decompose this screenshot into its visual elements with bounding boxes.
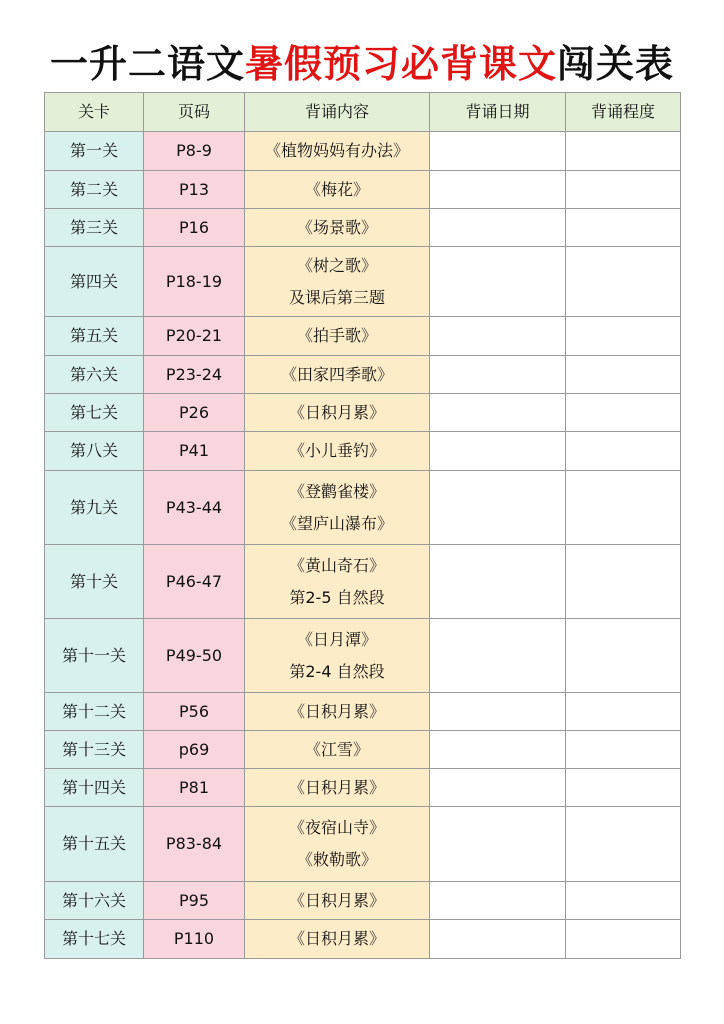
date-cell[interactable] <box>430 432 566 471</box>
content-cell <box>245 209 430 247</box>
content-cell <box>245 247 430 317</box>
title-suffix: 闯关表 <box>557 41 675 86</box>
stage-cell: 第三关 <box>45 209 144 247</box>
table-header-row <box>45 93 681 132</box>
content-cell <box>245 471 430 545</box>
page-cell: P13 <box>144 171 245 209</box>
header-stage: 关卡 <box>45 93 144 132</box>
progress-cell[interactable] <box>566 882 681 920</box>
stage-cell: 第五关 <box>45 317 144 356</box>
content-cell <box>245 356 430 394</box>
page-cell: P18-19 <box>144 247 245 317</box>
date-cell[interactable] <box>430 693 566 731</box>
progress-cell[interactable] <box>566 356 681 394</box>
table-row <box>45 209 681 247</box>
content-line: 第2-4 自然段 <box>289 661 385 681</box>
content-cell <box>245 545 430 619</box>
content-line: 《日积月累》 <box>288 929 385 948</box>
progress-cell[interactable] <box>566 769 681 807</box>
table-row <box>45 731 681 769</box>
content-cell <box>245 693 430 731</box>
content-line: 《田家四季歌》 <box>280 364 393 384</box>
date-cell[interactable] <box>430 769 566 807</box>
content-line: 《梅花》 <box>304 179 369 199</box>
progress-cell[interactable] <box>566 317 681 356</box>
stage-cell: 第六关 <box>45 356 144 394</box>
table-row <box>45 171 681 209</box>
progress-cell[interactable] <box>566 619 681 693</box>
title-highlight: 暑假预习必背课文 <box>244 41 557 86</box>
content-line: 《日积月累》 <box>288 701 385 721</box>
date-cell[interactable] <box>430 247 566 317</box>
page-cell: p69 <box>144 731 245 769</box>
page-cell: P56 <box>144 693 245 731</box>
header-content: 背诵内容 <box>245 93 430 132</box>
page-cell: P41 <box>144 432 245 471</box>
title-prefix: 一升二语文 <box>49 41 245 86</box>
stage-cell: 第十七关 <box>45 920 144 959</box>
page-cell: P8-9 <box>144 132 245 171</box>
stage-cell: 第二关 <box>45 171 144 209</box>
content-line: 《登鹳雀楼》 <box>288 481 385 501</box>
page-title <box>0 40 724 88</box>
date-cell[interactable] <box>430 471 566 545</box>
page-cell: P46-47 <box>144 545 245 619</box>
content-line: 《小儿垂钓》 <box>288 441 385 460</box>
date-cell[interactable] <box>430 807 566 882</box>
progress-cell[interactable] <box>566 247 681 317</box>
date-cell[interactable] <box>430 317 566 356</box>
page-cell: P16 <box>144 209 245 247</box>
content-line: 《树之歌》 <box>296 255 377 275</box>
table-row <box>45 882 681 920</box>
content-line: 《江雪》 <box>304 739 369 759</box>
content-cell <box>245 769 430 807</box>
table-row <box>45 920 681 959</box>
content-cell <box>245 394 430 432</box>
table-row <box>45 317 681 356</box>
header-date: 背诵日期 <box>430 93 566 132</box>
table-row <box>45 769 681 807</box>
content-cell <box>245 132 430 171</box>
content-line: 《望庐山瀑布》 <box>280 513 393 533</box>
content-line: 《夜宿山寺》 <box>288 818 385 837</box>
date-cell[interactable] <box>430 545 566 619</box>
header-page: 页码 <box>144 93 245 132</box>
table-row <box>45 132 681 171</box>
stage-cell: 第十三关 <box>45 731 144 769</box>
progress-cell[interactable] <box>566 545 681 619</box>
page-cell: P81 <box>144 769 245 807</box>
table-row <box>45 471 681 545</box>
stage-cell: 第十关 <box>45 545 144 619</box>
stage-cell: 第十一关 <box>45 619 144 693</box>
content-line: 《日积月累》 <box>288 890 385 910</box>
content-cell <box>245 807 430 882</box>
page-cell: P43-44 <box>144 471 245 545</box>
recitation-table <box>44 92 681 959</box>
table-row <box>45 247 681 317</box>
progress-cell[interactable] <box>566 807 681 882</box>
date-cell[interactable] <box>430 882 566 920</box>
content-cell <box>245 432 430 471</box>
page-cell: P23-24 <box>144 356 245 394</box>
progress-cell[interactable] <box>566 471 681 545</box>
content-line: 《植物妈妈有办法》 <box>264 141 409 160</box>
content-cell <box>245 920 430 959</box>
table-row <box>45 619 681 693</box>
content-line: 《黄山奇石》 <box>288 555 385 575</box>
content-line: 《敕勒歌》 <box>296 850 377 869</box>
content-line: 《日积月累》 <box>288 402 385 422</box>
content-line: 《日月潭》 <box>296 629 377 649</box>
content-cell <box>245 619 430 693</box>
content-cell <box>245 171 430 209</box>
date-cell[interactable] <box>430 619 566 693</box>
stage-cell: 第八关 <box>45 432 144 471</box>
progress-cell[interactable] <box>566 394 681 432</box>
content-cell <box>245 882 430 920</box>
date-cell[interactable] <box>430 132 566 171</box>
content-line: 《场景歌》 <box>296 217 377 237</box>
table-row <box>45 432 681 471</box>
content-cell <box>245 731 430 769</box>
table-row <box>45 693 681 731</box>
date-cell[interactable] <box>430 394 566 432</box>
progress-cell[interactable] <box>566 132 681 171</box>
table-row <box>45 545 681 619</box>
page-cell: P83-84 <box>144 807 245 882</box>
progress-cell[interactable] <box>566 920 681 959</box>
date-cell[interactable] <box>430 356 566 394</box>
table-body <box>45 132 681 959</box>
stage-cell: 第十四关 <box>45 769 144 807</box>
stage-cell: 第一关 <box>45 132 144 171</box>
page-cell: P20-21 <box>144 317 245 356</box>
content-line: 《拍手歌》 <box>296 326 377 345</box>
table-row <box>45 356 681 394</box>
page-cell: P95 <box>144 882 245 920</box>
page-cell: P49-50 <box>144 619 245 693</box>
page-cell: P110 <box>144 920 245 959</box>
table-row <box>45 807 681 882</box>
content-cell <box>245 317 430 356</box>
table-row <box>45 394 681 432</box>
progress-cell[interactable] <box>566 209 681 247</box>
stage-cell: 第七关 <box>45 394 144 432</box>
progress-cell[interactable] <box>566 171 681 209</box>
content-line: 及课后第三题 <box>288 287 385 307</box>
content-line: 第2-5 自然段 <box>289 587 385 607</box>
header-progress: 背诵程度 <box>566 93 681 132</box>
date-cell[interactable] <box>430 171 566 209</box>
date-cell[interactable] <box>430 209 566 247</box>
stage-cell: 第十六关 <box>45 882 144 920</box>
progress-cell[interactable] <box>566 731 681 769</box>
stage-cell: 第九关 <box>45 471 144 545</box>
date-cell[interactable] <box>430 920 566 959</box>
stage-cell: 第十五关 <box>45 807 144 882</box>
content-line: 《日积月累》 <box>288 777 385 797</box>
stage-cell: 第十二关 <box>45 693 144 731</box>
date-cell[interactable] <box>430 731 566 769</box>
progress-cell[interactable] <box>566 432 681 471</box>
stage-cell: 第四关 <box>45 247 144 317</box>
progress-cell[interactable] <box>566 693 681 731</box>
page-cell: P26 <box>144 394 245 432</box>
